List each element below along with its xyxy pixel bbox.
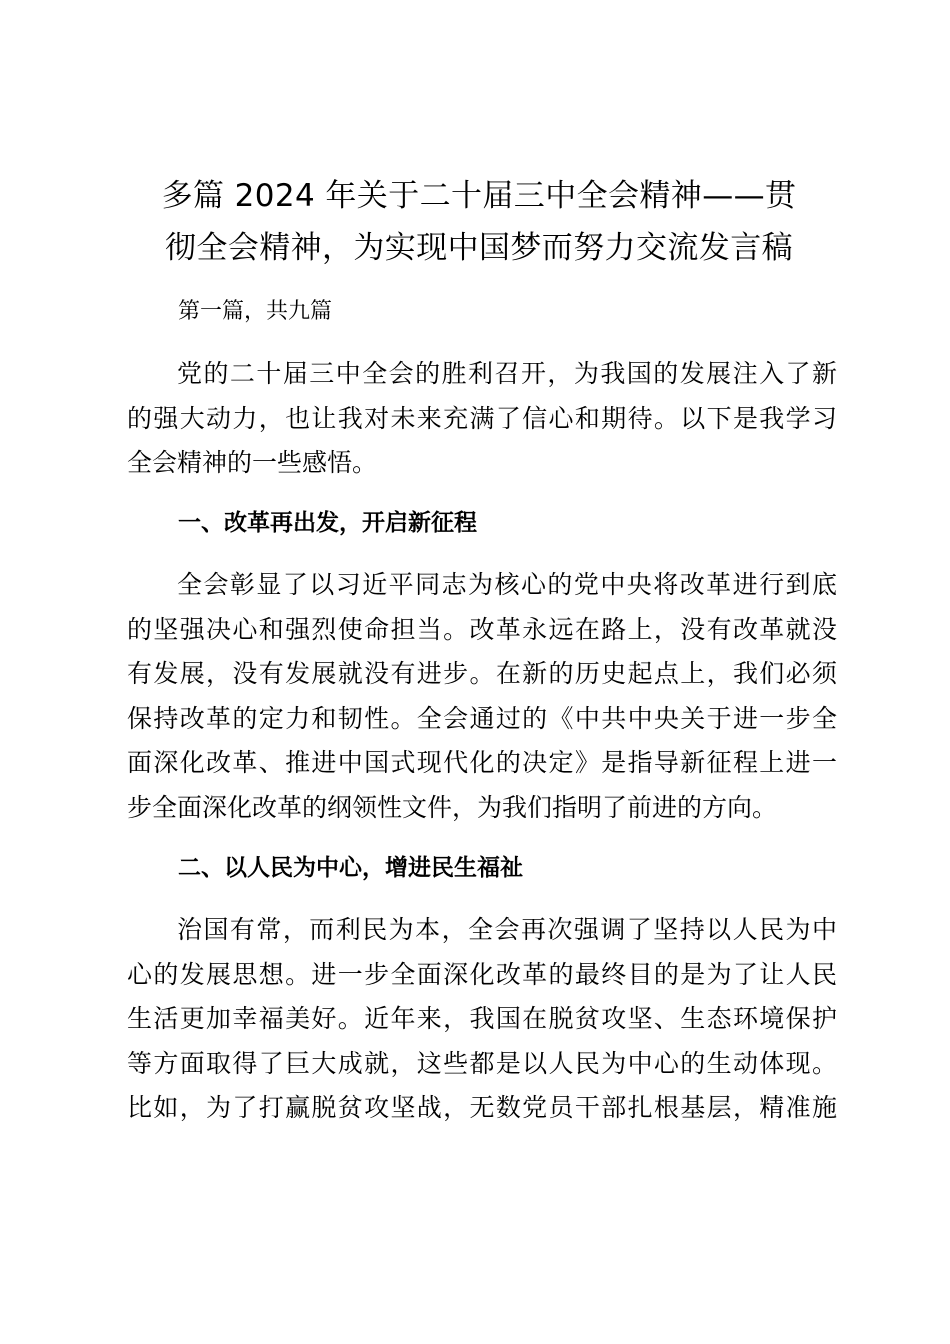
paragraph-intro	[127, 352, 837, 486]
paragraph-line: 保持改革的定力和韧性。全会通过的《中共中央关于进一步全	[127, 703, 837, 733]
paragraph-section-2	[127, 908, 837, 1131]
paragraph-section-1	[127, 563, 837, 830]
paragraph-line: 有发展，没有发展就没有进步。在新的历史起点上，我们必须	[127, 659, 837, 688]
document-title	[124, 170, 834, 274]
paragraph-line: 生活更加幸福美好。近年来，我国在脱贫攻坚、生态环境保护	[127, 1004, 837, 1033]
paragraph-line: 面深化改革、推进中国式现代化的决定》是指导新征程上进一	[127, 748, 837, 777]
paragraph-line: 全会彰显了以习近平同志为核心的党中央将改革进行到底	[177, 570, 837, 599]
paragraph-line: 全会精神的一些感悟。	[127, 448, 378, 477]
paragraph-line: 治国有常，而利民为本，全会再次强调了坚持以人民为中	[177, 915, 837, 944]
paragraph-line: 心的发展思想。进一步全面深化改革的最终目的是为了让人民	[127, 959, 837, 989]
paragraph-line: 比如，为了打赢脱贫攻坚战，无数党员干部扎根基层，精准施	[127, 1093, 837, 1122]
paragraph-line: 的强大动力，也让我对未来充满了信心和期待。以下是我学习	[127, 403, 837, 433]
paragraph-line: 的坚强决心和强烈使命担当。改革永远在路上，没有改革就没	[127, 614, 837, 644]
paragraph-line: 步全面深化改革的纲领性文件，为我们指明了前进的方向。	[127, 792, 778, 822]
title-line: 彻全会精神，为实现中国梦而努力交流发言稿	[165, 230, 793, 266]
title-line: 多篇 2024 年关于二十届三中全会精神——贯	[161, 178, 797, 214]
paragraph-line: 党的二十届三中全会的胜利召开，为我国的发展注入了新	[177, 359, 837, 388]
paragraph-line: 等方面取得了巨大成就，这些都是以人民为中心的生动体现。	[127, 1048, 837, 1078]
section-heading-1: 一、改革再出发，开启新征程	[178, 510, 477, 536]
document-subtitle: 第一篇，共九篇	[178, 299, 333, 324]
section-heading-2: 二、以人民为中心，增进民生福祉	[178, 855, 523, 881]
